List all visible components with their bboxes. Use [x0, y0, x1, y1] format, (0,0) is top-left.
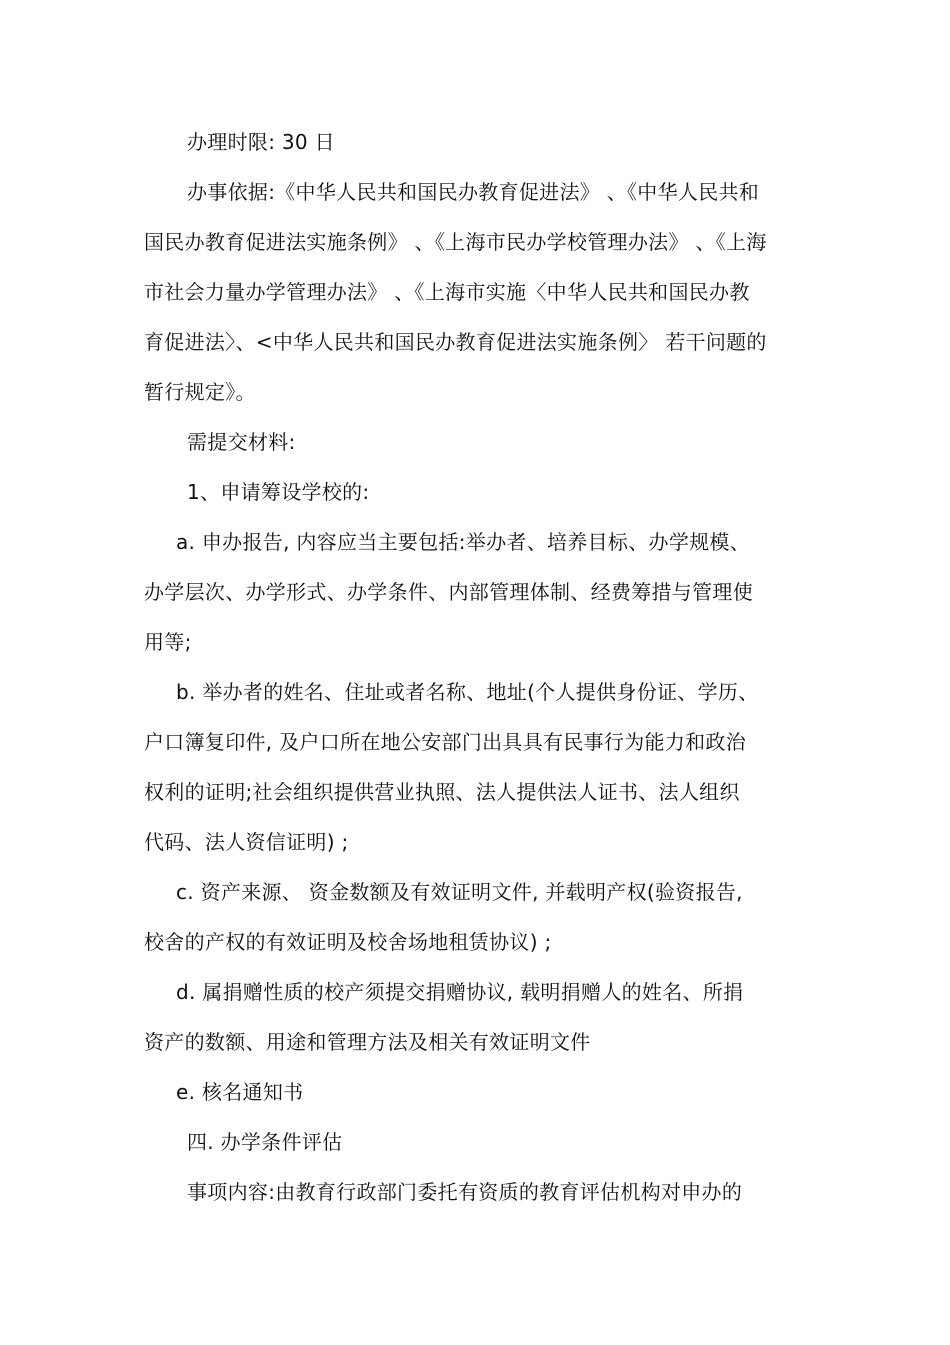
legal-basis-line-2: 国民办教育促进法实施条例》 、《上海市民办学校管理办法》 、《上海	[144, 230, 767, 254]
item-a-line-3: 用等;	[144, 630, 192, 654]
item-c-line-2: 校舍的产权的有效证明及校舍场地租赁协议) ;	[144, 930, 552, 954]
item-a-line-2: 办学层次、办学形式、办学条件、内部管理体制、经费筹措与管理使	[144, 580, 753, 604]
item-d-line-1: d. 属捐赠性质的校产须提交捐赠协议, 载明捐赠人的姓名、所捐	[176, 980, 744, 1004]
item-b-line-3: 权利的证明;社会组织提供营业执照、法人提供法人证书、法人组织	[144, 780, 740, 804]
section-four-heading: 四. 办学条件评估	[187, 1130, 343, 1154]
item-b-line-4: 代码、法人资信证明) ;	[144, 830, 349, 854]
materials-item-1: 1、申请筹设学校的:	[187, 480, 370, 504]
deadline-line: 办理时限: 30 日	[187, 130, 335, 154]
item-c-line-1: c. 资产来源、 资金数额及有效证明文件, 并载明产权(验资报告,	[176, 880, 743, 904]
item-a-line-1: a. 申办报告, 内容应当主要包括:举办者、培养目标、办学规模、	[176, 530, 751, 554]
legal-basis-line-5: 暂行规定》。	[144, 380, 256, 404]
item-b-line-2: 户口簿复印件, 及户口所在地公安部门出具具有民事行为能力和政治	[144, 730, 747, 754]
legal-basis-line-3: 市社会力量办学管理办法》 、《上海市实施〈中华人民共和国民办教	[144, 280, 750, 304]
legal-basis-line-1: 办事依据:《中华人民共和国民办教育促进法》 、《中华人民共和	[187, 180, 760, 204]
item-d-line-2: 资产的数额、用途和管理方法及相关有效证明文件	[144, 1030, 591, 1054]
matter-content-line: 事项内容:由教育行政部门委托有资质的教育评估机构对申办的	[187, 1180, 743, 1204]
item-b-line-1: b. 举办者的姓名、住址或者名称、地址(个人提供身份证、学历、	[176, 680, 759, 704]
item-e-line: e. 核名通知书	[176, 1080, 304, 1104]
materials-heading: 需提交材料:	[187, 430, 296, 454]
legal-basis-line-4: 育促进法〉、<中华人民共和国民办教育促进法实施条例〉 若干问题的	[144, 330, 767, 354]
